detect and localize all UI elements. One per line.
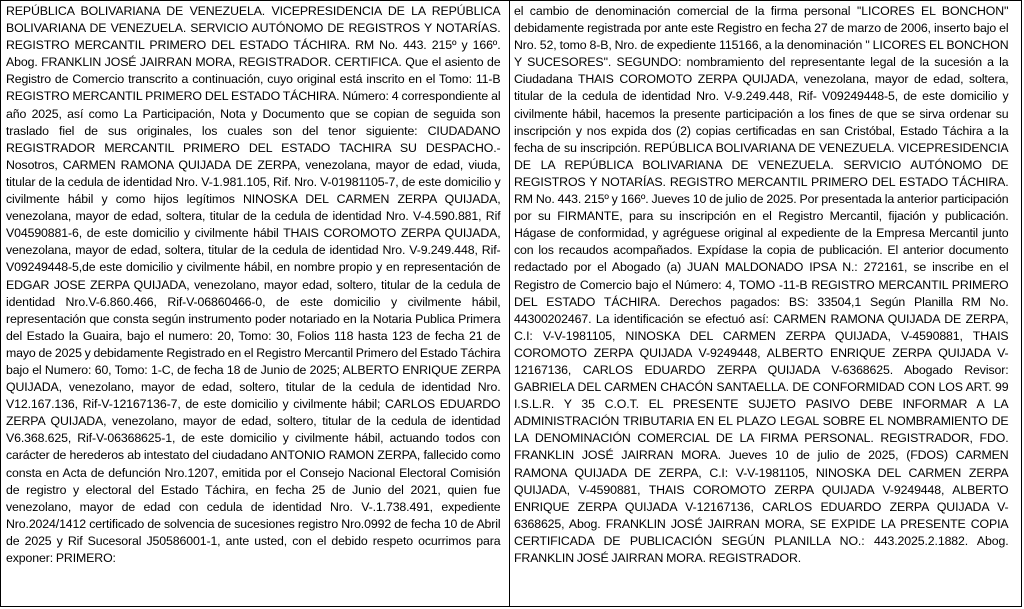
column-divider bbox=[509, 0, 510, 607]
notice-column-right bbox=[514, 3, 1009, 603]
notice-text-left: REPÚBLICA BOLIVARIANA DE VENEZUELA. VICEPRESIDENCIA DE LA REPÚBLICA BOLIVARIANA DE VENEZUELA. SERVICIO AUTÓNOMO DE REGISTROS Y NOTARÍAS. REGISTRO MERCANTIL PRIMERO DEL ESTADO TÁCHIRA. RM No. 443. 215º y 166º. Abog. FRANKLIN JOSÉ JAIRRAN MORA, REGISTRADOR. CERTIFICA. Que el asiento de Registro de Comercio transcrito a continuación, cuyo original está inscrito en el Tomo: 11-B REGISTRO MERCANTIL PRIMERO DEL ESTADO TÁCHIRA. Número: 4 correspondiente al año 2025, así como La Participación, Nota y Documento que se copian de seguida son traslado fiel de sus originales, los cuales son del tenor siguiente: CIUDADANO REGISTRADOR MERCANTIL PRIMERO DEL ESTADO TACHIRA SU DESPACHO.- Nosotros, CARMEN RAMONA QUIJADA DE ZERPA, venezolana, mayor de edad, viuda, titular de la cedula de identidad Nro. V-1.981.105, Rif. Nro. V-01981105-7, de este domicilio y civilmente hábil y como hijos legítimos NINOSKA DEL CARMEN ZERPA QUIJADA, venezolana, mayor de edad, soltera, titular de la cedula de identidad Nro. V-4.590.881, Rif V04590881-6, de este domicilio y civilmente hábil THAIS COROMOTO ZERPA QUIJADA, venezolana, mayor de edad, soltera, titular de la cedula de identidad Nro. V-9.249.448, Rif- V09249448-5,de este domicilio y civilmente hábil, en nombre propio y en representación de EDGAR JOSE ZERPA QUIJADA, venezolano, mayor edad, soltero, titular de la cedula de identidad Nro.V-6.860.466, Rif-V-06860466-0, de este domicilio y civilmente hábil, representación que consta según instrumento poder notariado en la Notaria Publica Primera del Estado la Guaira, bajo el numero: 20, Tomo: 30, Folios 118 hasta 123 de fecha 21 de mayo de 2025 y debidamente Registrado en el Registro Mercantil Primero del Estado Táchira bajo el Numero: 60, Tomo: 1-C, de fecha 18 de Junio de 2025; ALBERTO ENRIQUE ZERPA QUIJADA, venezolano, mayor de edad, soltero, titular de la cedula de identidad Nro. V12.167.136, Rif-V-12167136-7, de este domicilio y civilmente hábil; CARLOS EDUARDO ZERPA QUIJADA, venezolano, mayor de edad, soltero, titular de la cedula de identidad V6.368.625, Rif-V-06368625-1, de este domicilio y civilmente hábil, actuando todos con carácter de herederos ab intestato del ciudadano ANTONIO RAMON ZERPA, fallecido como consta en Acta de defunción Nro.1207, emitida por el Consejo Nacional Electoral Comisión de registro y electoral del Estado Táchira, en fecha 25 de Junio del 2021, quien fue venezolano, mayor de edad con cedula de identidad Nro. V-.1.738.491, expediente Nro.2024/1412 certificado de solvencia de sucesiones registro Nro.0992 de fecha 10 de Abril de 2025 y Rif Sucesoral J50586001-1, ante usted, con el debido respeto ocurrimos para exponer: PRIMERO: bbox=[6, 4, 501, 565]
notice-column-left bbox=[6, 3, 501, 603]
notice-text-right: el cambio de denominación comercial de la firma personal ''LICORES EL BONCHON'' debidamente registrada por ante este Registro en fecha 27 de marzo de 2006, inserto bajo el Nro. 52, tomo 8-B, Nro. de expediente 115166, a la denominación '' LICORES EL BONCHON Y SUCESORES''. SEGUNDO: nombramiento del representante legal de la sucesión a la Ciudadana THAIS COROMOTO ZERPA QUIJADA, venezolana, mayor de edad, soltera, titular de la cedula de identidad Nro. V-9.249.448, Rif- V09249448-5, de este domicilio y civilmente hábil, hacemos la presente participación a los fines de que se sirva ordenar su inscripción y nos expida dos (2) copias certificadas en san Cristóbal, Estado Táchira a la fecha de su inscripción. REPÚBLICA BOLIVARIANA DE VENEZUELA. VICEPRESIDENCIA DE LA REPÚBLICA BOLIVARIANA DE VENEZUELA. SERVICIO AUTÓNOMO DE REGISTROS Y NOTARÍAS. REGISTRO MERCANTIL PRIMERO DEL ESTADO TÁCHIRA. RM No. 443. 215º y 166º. Jueves 10 de julio de 2025. Por presentada la anterior participación por su FIRMANTE, para su inscripción en el Registro Mercantil, fijación y publicación. Hágase de conformidad, y agréguese original al expediente de la Empresa Mercantil junto con los recaudos acompañados. Expídase la copia de publicación. El anterior documento redactado por el Abogado (a) JUAN MALDONADO IPSA N.: 272161, se inscribe en el Registro de Comercio bajo el Número: 4, TOMO -11-B REGISTRO MERCANTIL PRIMERO DEL ESTADO TÁCHIRA. Derechos pagados: BS: 33504,1 Según Planilla RM No. 44300202467. La identificación se efectuó así: CARMEN RAMONA QUIJADA DE ZERPA, C.I: V-V-1981105, NINOSKA DEL CARMEN ZERPA QUIJADA, V-4590881, THAIS COROMOTO ZERPA QUIJADA V-9249448, ALBERTO ENRIQUE ZERPA QUIJADA V-12167136, CARLOS EDUARDO ZERPA QUIJADA V-6368625. Abogado Revisor: GABRIELA DEL CARMEN CHACÓN SANTAELLA. DE CONFORMIDAD CON LOS ART. 99 I.S.L.R. Y 35 C.O.T. EL PRESENTE SUJETO PASIVO DEBE INFORMAR A LA ADMINISTRACIÓN TRIBUTARIA EN EL PLAZO LEGAL SOBRE EL NOMBRAMIENTO DE LA DENOMINACIÓN COMERCIAL DE LA FIRMA PERSONAL. REGISTRADOR, FDO. FRANKLIN JOSÉ JAIRRAN MORA. Jueves 10 de julio de 2025, (FDOS) CARMEN RAMONA QUIJADA DE ZERPA, C.I: V-V-1981105, NINOSKA DEL CARMEN ZERPA QUIJADA, V-4590881, THAIS COROMOTO ZERPA QUIJADA V-9249448, ALBERTO ENRIQUE ZERPA QUIJADA V-12167136, CARLOS EDUARDO ZERPA QUIJADA V-6368625, Abog. FRANKLIN JOSÉ JAIRRAN MORA, SE EXPIDE LA PRESENTE COPIA CERTIFICADA DE PUBLICACIÓN SEGÚN PLANILLA NO.: 443.2025.2.1882. Abog. FRANKLIN JOSÉ JAIRRAN MORA. REGISTRADOR. bbox=[514, 4, 1009, 565]
